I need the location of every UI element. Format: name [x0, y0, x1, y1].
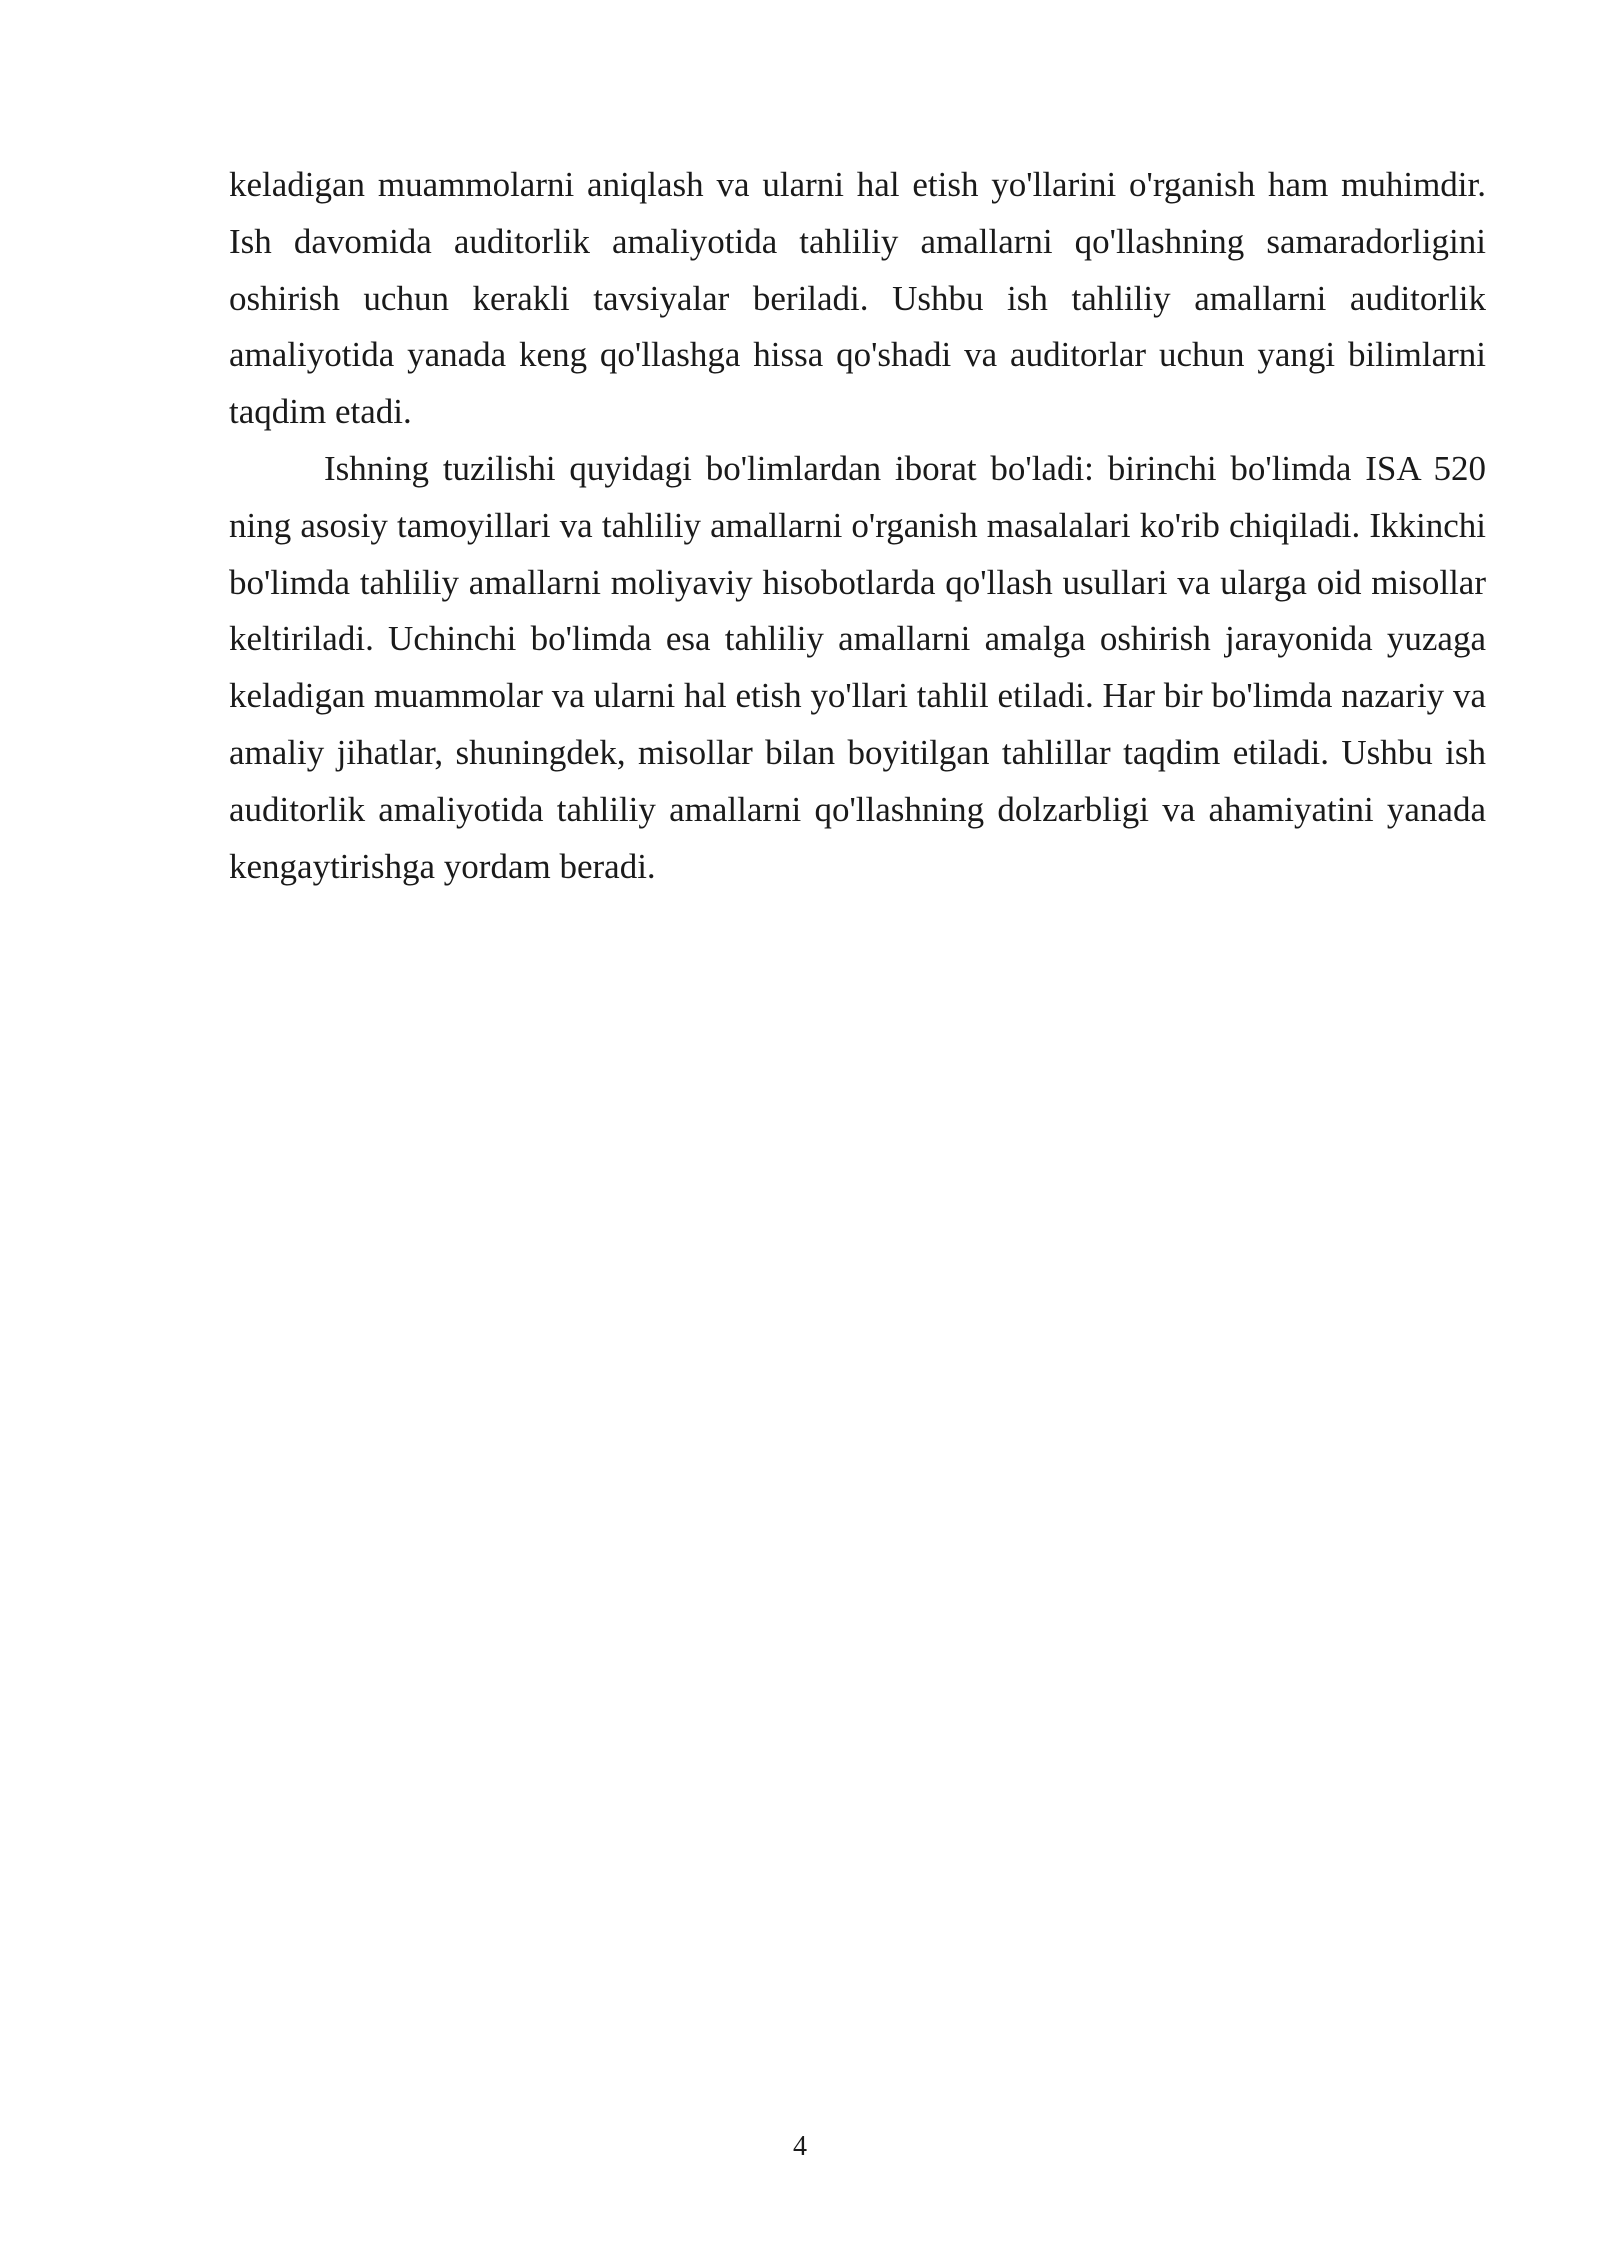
- body-text: [229, 157, 1486, 895]
- page-number: 4: [793, 2131, 807, 2162]
- paragraph-structure: Ishning tuzilishi quyidagi bo'limlardan iborat bo'ladi: birinchi bo'limda ISA 520 ning asosiy tamoyillari va tahliliy amallarni o'rganish masalalari ko'rib chiqiladi. Ikkinchi bo'limda tahliliy amallarni moliyaviy hisobotlarda qo'llash usullari va ularga oid misollar keltiriladi. Uchinchi bo'limda esa tahliliy amallarni amalga oshirish jarayonida yuzaga keladigan muammolar va ularni hal etish yo'llari tahlil etiladi. Har bir bo'limda nazariy va amaliy jihatlar, shuningdek, misollar bilan boyitilgan tahlillar taqdim etiladi. Ushbu ish auditorlik amaliyotida tahliliy amallarni qo'llashning dolzarbligi va ahamiyatini yanada kengaytirishga yordam beradi.: [229, 448, 1486, 886]
- paragraph-continuation: keladigan muammolarni aniqlash va ularni hal etish yo'llarini o'rganish ham muhimdir. Ish davomida auditorlik amaliyotida tahliliy amallarni qo'llashning samaradorligini oshirish uchun kerakli tavsiyalar beriladi. Ushbu ish tahliliy amallarni auditorlik amaliyotida yanada keng qo'llashga hissa qo'shadi va auditorlar uchun yangi bilimlarni taqdim etadi.: [229, 165, 1486, 432]
